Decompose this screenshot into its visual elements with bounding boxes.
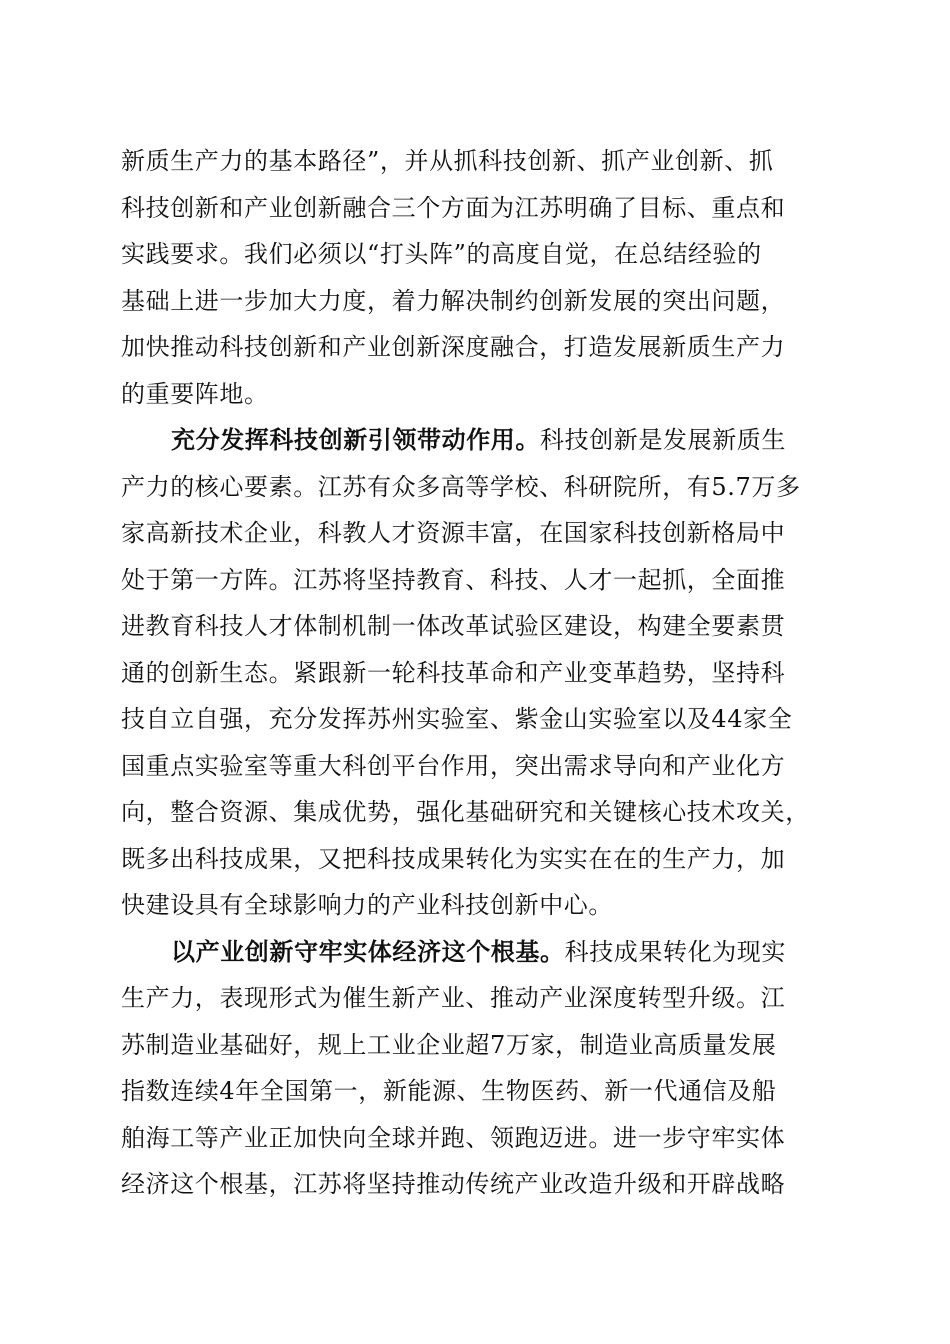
text-line: 国重点实验室等重大科创平台作用，突出需求导向和产业化方 bbox=[121, 751, 786, 780]
text-line: 快建设具有全球影响力的产业科技创新中心。 bbox=[121, 891, 613, 919]
text-line: 生产力，表现形式为催生新产业、推动产业深度转型升级。江 bbox=[121, 984, 786, 1012]
text-line: 向，整合资源、集成优势，强化基础研究和关键核心技术攻关， bbox=[121, 798, 810, 826]
text-line: 舶海工等产业正加快向全球并跑、领跑迈进。进一步守牢实体 bbox=[121, 1123, 786, 1152]
text-segment: 科技创新是发展新质生 bbox=[540, 426, 786, 454]
text-line: 加快推动科技创新和产业创新深度融合，打造发展新质生产力 bbox=[121, 333, 786, 361]
paragraph-lead: 充分发挥科技创新引领带动作用。 bbox=[171, 425, 540, 454]
text-line: 经济这个根基，江苏将坚持推动传统产业改造升级和开辟战略 bbox=[121, 1170, 786, 1198]
paragraph-1 bbox=[121, 138, 831, 417]
text-line: 既多出科技成果，又把科技成果转化为实实在在的生产力，加 bbox=[121, 844, 786, 873]
text-line: 产力的核心要素。江苏有众多高等学校、科研院所，有5.7万多 bbox=[121, 472, 801, 501]
text-line: 新质生产力的基本路径”，并从抓科技创新、抓产业创新、抓 bbox=[121, 147, 774, 175]
text-line: 处于第一方阵。江苏将坚持教育、科技、人才一起抓，全面推 bbox=[121, 565, 786, 594]
text-line: 科技创新和产业创新融合三个方面为江苏明确了目标、重点和 bbox=[121, 193, 786, 222]
paragraph-lead: 以产业创新守牢实体经济这个根基。 bbox=[171, 936, 565, 966]
paragraph-2 bbox=[121, 417, 831, 929]
text-line: 实践要求。我们必须以“打头阵”的高度自觉，在总结经验的 bbox=[121, 240, 762, 268]
text-line: 进教育科技人才体制机制一体改革试验区建设，构建全要素贯 bbox=[121, 612, 786, 640]
text-line: 技自立自强，充分发挥苏州实验室、紫金山实验室以及44家全 bbox=[121, 705, 793, 733]
text-line-first bbox=[121, 929, 831, 976]
text-line: 指数连续4年全国第一，新能源、生物医药、新一代通信及船 bbox=[121, 1077, 777, 1105]
text-line: 基础上进一步加大力度，着力解决制约创新发展的突出问题， bbox=[121, 286, 786, 315]
text-line: 家高新技术企业，科教人才资源丰富，在国家科技创新格局中 bbox=[121, 519, 786, 547]
text-line-first bbox=[121, 417, 831, 464]
text-line: 苏制造业基础好，规上工业企业超7万家，制造业高质量发展 bbox=[121, 1030, 777, 1059]
paragraph-3 bbox=[121, 929, 831, 1208]
body-text bbox=[121, 138, 831, 1208]
text-segment: 科技成果转化为现实 bbox=[564, 937, 787, 966]
text-line: 的重要阵地。 bbox=[121, 379, 269, 408]
text-line: 通的创新生态。紧跟新一轮科技革命和产业变革趋势，坚持科 bbox=[121, 658, 786, 687]
